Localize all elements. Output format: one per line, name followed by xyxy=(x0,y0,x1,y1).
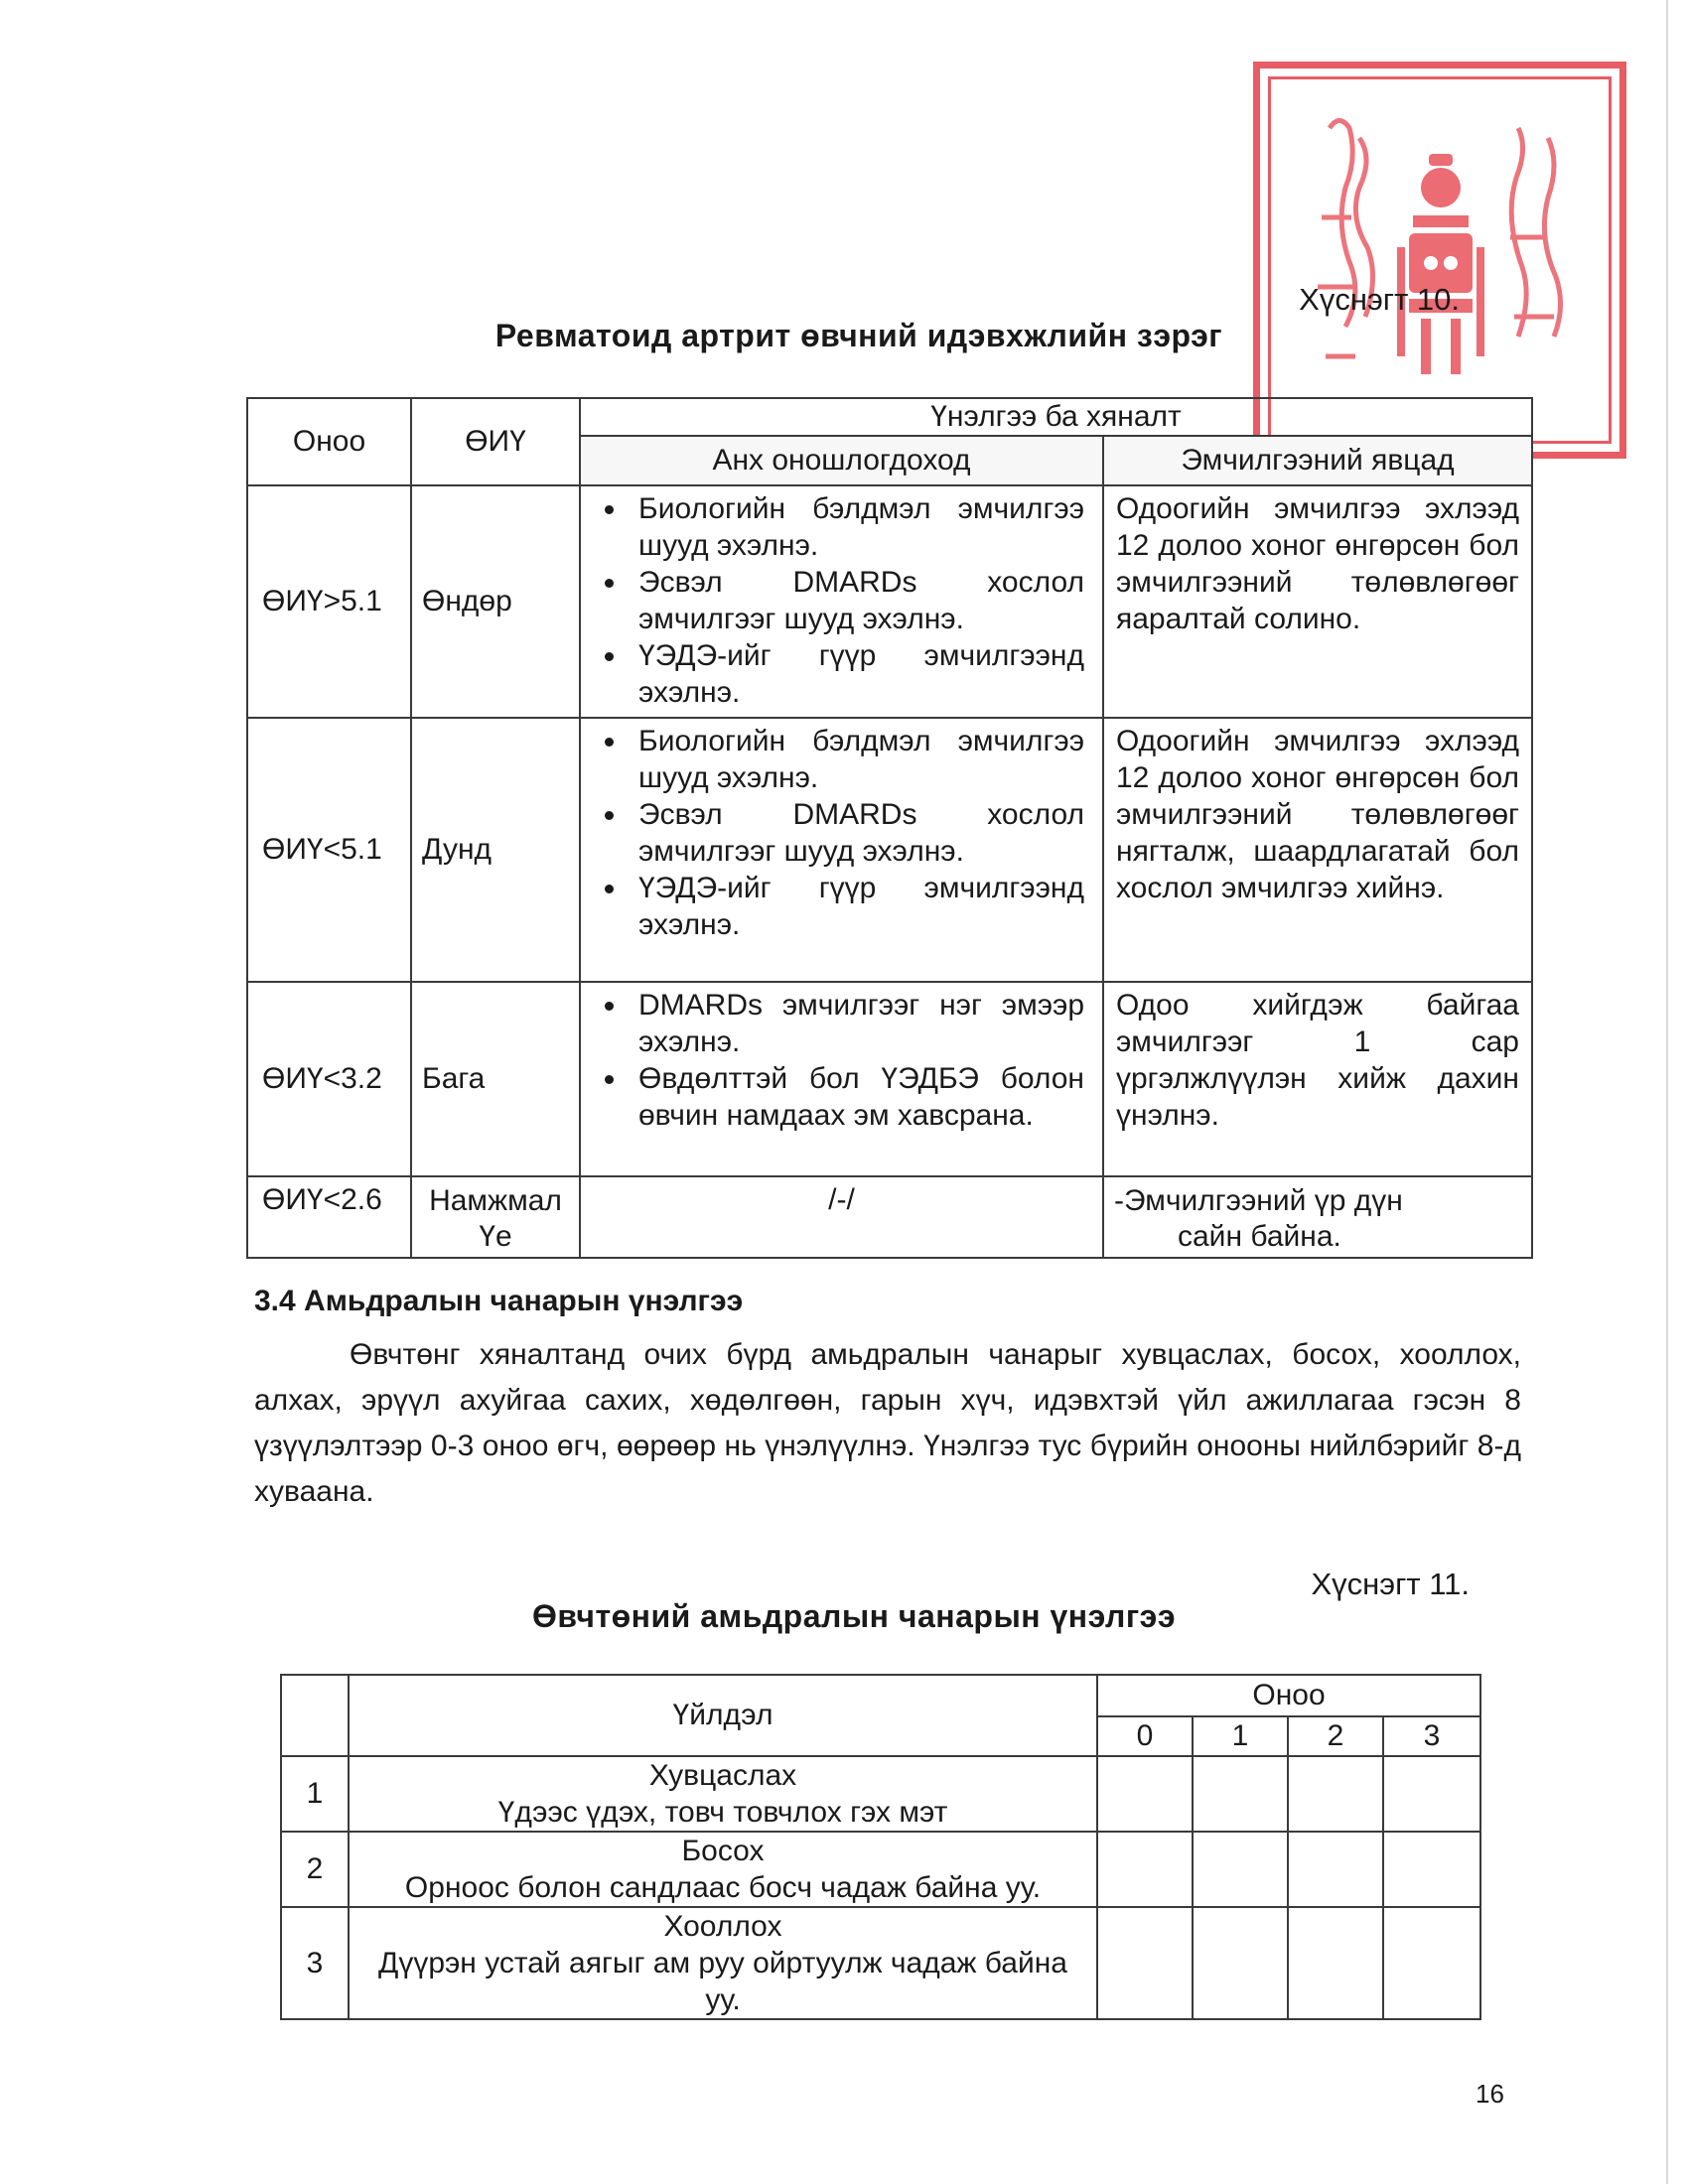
row-action xyxy=(349,1756,1097,1832)
list-item: • Эсвэл DMARDs хослол эмчилгээг шууд эхэлнэ. xyxy=(629,796,1084,870)
initial-list xyxy=(597,987,1084,1134)
row-score: ӨИҮ<2.6 xyxy=(247,1176,411,1258)
list-item: • ҮЭДЭ-ийг гүүр эмчилгээнд эхэлнэ. xyxy=(629,870,1084,943)
row-score: ӨИҮ<5.1 xyxy=(247,718,411,982)
row-action xyxy=(349,1832,1097,1907)
row-score: ӨИҮ<3.2 xyxy=(247,982,411,1176)
score-cell-0[interactable] xyxy=(1097,1832,1193,1907)
action-description: Дүүрэн устай аягыг ам руу ойртуулж чадаж байна уу. xyxy=(378,1947,1067,2016)
score-cell-3[interactable] xyxy=(1383,1756,1480,1832)
list-item: • ҮЭДЭ-ийг гүүр эмчилгээнд эхэлнэ. xyxy=(629,637,1084,711)
action-title: Босох xyxy=(681,1835,765,1867)
list-item: • Эсвэл DMARDs хослол эмчилгээг шууд эхэлнэ. xyxy=(629,564,1084,637)
row-number: 3 xyxy=(281,1907,349,2019)
row-initial-text: /-/ xyxy=(580,1176,1103,1258)
table10-caption: Хүснэгт 10. xyxy=(1299,282,1460,317)
row-action xyxy=(349,1907,1097,2019)
action-title: Хувцаслах xyxy=(648,1759,797,1792)
row-treatment-cell xyxy=(1103,1176,1532,1258)
list-item: • DMARDs эмчилгээг нэг эмээр эхэлнэ. xyxy=(629,987,1084,1060)
initial-list xyxy=(597,723,1084,943)
row-number: 1 xyxy=(281,1756,349,1832)
header-treatment: Эмчилгээний явцад xyxy=(1103,436,1532,485)
row-number: 2 xyxy=(281,1832,349,1907)
initial-list xyxy=(597,490,1084,711)
row-score: ӨИҮ>5.1 xyxy=(247,485,411,718)
header-number xyxy=(281,1675,349,1756)
row-level: Намжмал Үе xyxy=(411,1176,580,1258)
page-number: 16 xyxy=(1476,2079,1504,2109)
quality-of-life-table xyxy=(280,1674,1481,2020)
header-initial: Анх оношлогдоход xyxy=(580,436,1103,485)
header-score-3: 3 xyxy=(1383,1716,1480,1756)
score-cell-1[interactable] xyxy=(1193,1832,1288,1907)
score-cell-3[interactable] xyxy=(1383,1907,1480,2019)
score-cell-1[interactable] xyxy=(1193,1756,1288,1832)
score-cell-3[interactable] xyxy=(1383,1832,1480,1907)
score-cell-0[interactable] xyxy=(1097,1907,1193,2019)
list-item: • Биологийн бэлдмэл эмчилгээ шууд эхэлнэ. xyxy=(629,490,1084,564)
section-paragraph: Өвчтөнг хяналтанд очих бүрд амьдралын чанарыг хувцаслах, босох, хооллох, алхах, эрүүл ахуйгаа сахих, хөдөлгөөн, гарын хүч, идэвхтэй үйл ажиллагаа гэсэн 8 үзүүлэлтээр 0-3 оноо өгч, өөрөөр нь үнэлүүлнэ. Үнэлгээ тус бүрийн онооны нийлбэрийг 8-д хуваана. xyxy=(254,1338,1521,1508)
table-row xyxy=(281,1756,1480,1832)
header-score: Оноо xyxy=(1097,1675,1480,1716)
row-initial-cell xyxy=(580,718,1103,982)
table10-title: Ревматоид артрит өвчний идэвхжлийн зэрэг xyxy=(494,318,1223,353)
row-level: Дунд xyxy=(411,718,580,982)
header-score-1: 1 xyxy=(1193,1716,1288,1756)
seal-emblem-icon xyxy=(1260,68,1619,452)
header-action: Үйлдэл xyxy=(349,1675,1097,1756)
header-score-2: 2 xyxy=(1288,1716,1383,1756)
row-initial-cell xyxy=(580,982,1103,1176)
header-evaluation: Үнэлгээ ба хяналт xyxy=(580,398,1532,436)
disease-activity-table xyxy=(246,397,1533,1259)
action-title: Хооллох xyxy=(663,1910,782,1943)
table-row xyxy=(247,1176,1532,1258)
table11-header-row xyxy=(281,1675,1480,1716)
treatment-line-2: сайн байна. xyxy=(1178,1220,1341,1253)
score-cell-0[interactable] xyxy=(1097,1756,1193,1832)
row-treatment: Одоогийн эмчилгээ эхлээд 12 долоо хоног өнгөрсөн бол эмчилгээний төлөвлөгөөг яаралтай солино. xyxy=(1103,485,1532,718)
list-item: • Биологийн бэлдмэл эмчилгээ шууд эхэлнэ. xyxy=(629,723,1084,796)
action-description: Үдээс үдэх, товч товчлох гэх мэт xyxy=(497,1796,948,1829)
table11-title: Өвчтөний амьдралын чанарын үнэлгээ xyxy=(532,1598,1176,1634)
header-score: Оноо xyxy=(247,398,411,485)
row-level: Өндөр xyxy=(411,485,580,718)
table-row xyxy=(281,1832,1480,1907)
table-row xyxy=(247,485,1532,718)
header-oiu: ӨИҮ xyxy=(411,398,580,485)
table10-header-row xyxy=(247,398,1532,436)
score-cell-2[interactable] xyxy=(1288,1907,1383,2019)
table-row xyxy=(281,1907,1480,2019)
action-description: Орноос болон сандлаас босч чадаж байна уу. xyxy=(404,1871,1042,1904)
treatment-line-1: -Эмчилгээний үр дүн xyxy=(1114,1184,1403,1217)
score-cell-2[interactable] xyxy=(1288,1832,1383,1907)
row-initial-cell xyxy=(580,485,1103,718)
row-level: Бага xyxy=(411,982,580,1176)
row-treatment: Одоо хийгдэж байгаа эмчилгээг 1 сар үргэлжлүүлэн хийж дахин үнэлнэ. xyxy=(1103,982,1532,1176)
page-edge xyxy=(1666,0,1668,2184)
table-row xyxy=(247,982,1532,1176)
score-cell-1[interactable] xyxy=(1193,1907,1288,2019)
header-score-0: 0 xyxy=(1097,1716,1193,1756)
section-heading: 3.4 Амьдралын чанарын үнэлгээ xyxy=(254,1285,744,1317)
table-row xyxy=(247,718,1532,982)
score-cell-2[interactable] xyxy=(1288,1756,1383,1832)
list-item: • Өвдөлттэй бол ҮЭДБЭ болон өвчин намдаах эм хавсрана. xyxy=(629,1060,1084,1134)
row-treatment: Одоогийн эмчилгээ эхлээд 12 долоо хоног өнгөрсөн бол эмчилгээний төлөвлөгөөг нягталж, шаардлагатай бол хослол эмчилгээ хийнэ. xyxy=(1103,718,1532,982)
table11-caption: Хүснэгт 11. xyxy=(1311,1567,1470,1601)
